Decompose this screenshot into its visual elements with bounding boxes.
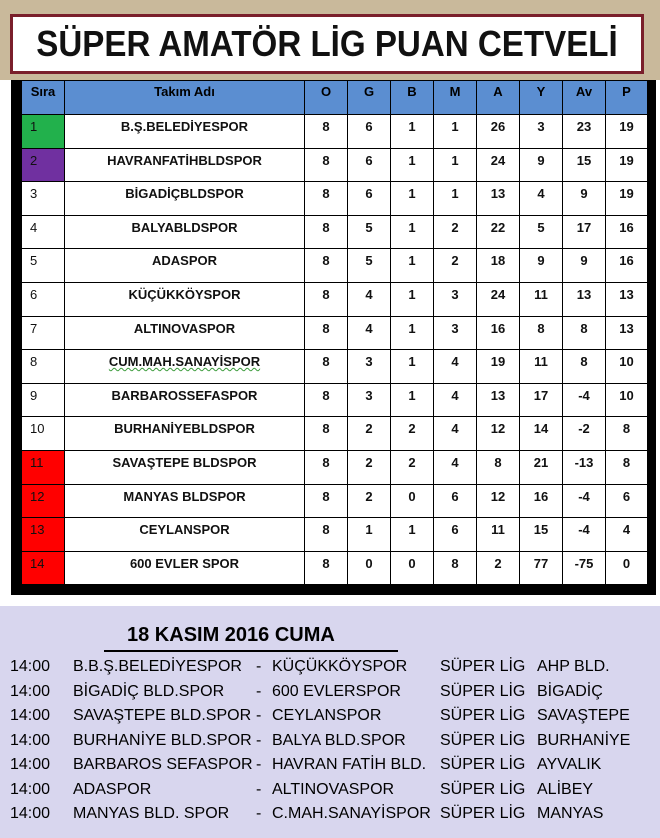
cell-played: 8 [305,148,348,182]
match-time: 14:00 [10,658,51,675]
cell-played: 8 [305,282,348,316]
cell-drawn: 0 [391,551,434,585]
cell-rank: 2 [22,148,65,182]
cell-goal-difference: 9 [563,249,606,283]
team-name: 600 EVLER SPOR [129,555,240,571]
match-away-team: ALTINOVASPOR [272,780,395,798]
cell-lost: 4 [434,417,477,451]
cell-drawn: 1 [391,316,434,350]
cell-team [65,450,305,484]
cell-rank: 6 [22,282,65,316]
table-row [22,316,648,350]
cell-goals-against: 11 [520,350,563,384]
team-name: MANYAS BLDSPOR [123,488,246,504]
table-row [22,182,648,216]
cell-goals-against: 11 [520,282,563,316]
cell-goal-difference: -2 [563,417,606,451]
fixture-row [10,756,650,780]
cell-goal-difference: 17 [563,215,606,249]
cell-goals-for: 16 [477,316,520,350]
match-venue: BİGADİÇ [537,682,603,700]
cell-team [65,518,305,552]
cell-goals-for: 22 [477,215,520,249]
header-points: P [606,81,648,115]
cell-goals-against: 17 [520,383,563,417]
cell-goal-difference: 8 [563,350,606,384]
match-away-team: CEYLANSPOR [272,707,382,724]
cell-goals-against: 4 [520,182,563,216]
cell-drawn: 1 [391,215,434,249]
match-venue: SAVAŞTEPE [537,707,630,724]
cell-goals-for: 8 [477,450,520,484]
team-name: KÜÇÜKKÖYSPOR [128,286,241,302]
cell-goals-for: 12 [477,484,520,518]
table-row [22,115,648,149]
cell-won: 6 [348,182,391,216]
header-goal-difference: Av [563,81,606,115]
cell-played: 8 [305,350,348,384]
match-league: SÜPER LİG [440,731,526,749]
match-away-team: KÜÇÜKKÖYSPOR [272,658,408,675]
cell-rank: 8 [22,350,65,384]
cell-points: 19 [606,148,648,182]
cell-points: 10 [606,383,648,417]
cell-team [65,383,305,417]
match-league: SÜPER LİG [440,780,526,798]
cell-drawn: 0 [391,484,434,518]
cell-won: 6 [348,148,391,182]
cell-played: 8 [305,316,348,350]
cell-team [65,215,305,249]
cell-goal-difference: -75 [563,551,606,585]
title-frame [10,14,644,74]
cell-played: 8 [305,215,348,249]
match-away-team: 600 EVLERSPOR [272,682,401,700]
cell-rank: 12 [22,484,65,518]
match-home-team: MANYAS BLD. SPOR [73,805,230,822]
fixtures-panel [0,606,660,838]
cell-lost: 6 [434,484,477,518]
cell-goals-for: 18 [477,249,520,283]
cell-goals-for: 2 [477,551,520,585]
team-name: BİGADİÇBLDSPOR [125,186,244,202]
cell-rank: 11 [22,450,65,484]
cell-played: 8 [305,450,348,484]
cell-points: 19 [606,182,648,216]
fixture-row [10,732,650,756]
cell-goal-difference: 23 [563,115,606,149]
cell-goals-for: 19 [477,350,520,384]
cell-lost: 4 [434,383,477,417]
team-name: CEYLANSPOR [139,522,230,538]
team-name: SAVAŞTEPE BLDSPOR [112,454,257,470]
cell-team [65,316,305,350]
table-row [22,450,648,484]
header-goals-against: Y [520,81,563,115]
team-name: CUM.MAH.SANAYİSPOR [108,354,261,370]
fixtures-date: 18 KASIM 2016 CUMA [127,624,335,646]
cell-won: 1 [348,518,391,552]
cell-goals-for: 24 [477,282,520,316]
cell-team [65,417,305,451]
cell-won: 6 [348,115,391,149]
cell-team [65,115,305,149]
cell-rank: 9 [22,383,65,417]
cell-goal-difference: -13 [563,450,606,484]
cell-rank: 4 [22,215,65,249]
cell-played: 8 [305,518,348,552]
cell-lost: 4 [434,450,477,484]
cell-rank: 10 [22,417,65,451]
table-row [22,383,648,417]
match-away-team: C.MAH.SANAYİSPOR [272,805,431,822]
cell-lost: 3 [434,282,477,316]
cell-goal-difference: 9 [563,182,606,216]
fixture-row [10,683,650,707]
cell-won: 4 [348,316,391,350]
cell-points: 8 [606,417,648,451]
match-league: SÜPER LİG [440,658,526,675]
match-time: 14:00 [10,707,51,724]
cell-goals-against: 77 [520,551,563,585]
cell-goal-difference: -4 [563,383,606,417]
match-separator: - [256,756,262,773]
cell-goals-for: 13 [477,182,520,216]
match-venue: MANYAS [537,805,604,822]
cell-goals-against: 21 [520,450,563,484]
cell-goals-against: 3 [520,115,563,149]
cell-played: 8 [305,182,348,216]
cell-goal-difference: 13 [563,282,606,316]
cell-won: 4 [348,282,391,316]
cell-drawn: 1 [391,115,434,149]
cell-drawn: 1 [391,350,434,384]
cell-rank: 14 [22,551,65,585]
match-separator: - [256,658,262,675]
cell-team [65,148,305,182]
cell-rank: 5 [22,249,65,283]
match-home-team: BİGADİÇ BLD.SPOR [73,682,225,700]
title-banner [0,0,660,80]
cell-points: 6 [606,484,648,518]
cell-lost: 8 [434,551,477,585]
cell-played: 8 [305,249,348,283]
cell-won: 2 [348,450,391,484]
cell-lost: 2 [434,215,477,249]
cell-points: 19 [606,115,648,149]
cell-points: 13 [606,282,648,316]
cell-lost: 3 [434,316,477,350]
cell-goals-against: 16 [520,484,563,518]
table-row [22,282,648,316]
team-name: ADASPOR [151,253,217,269]
cell-goals-against: 5 [520,215,563,249]
standings-panel [11,80,656,595]
match-league: SÜPER LİG [440,707,526,724]
cell-points: 10 [606,350,648,384]
cell-team [65,249,305,283]
team-name: BARBAROSSEFASPOR [111,387,258,403]
match-separator: - [256,682,262,700]
header-drawn: B [391,81,434,115]
standings-table [21,80,648,585]
cell-points: 4 [606,518,648,552]
cell-goals-for: 26 [477,115,520,149]
cell-won: 3 [348,350,391,384]
cell-drawn: 1 [391,383,434,417]
cell-goals-for: 24 [477,148,520,182]
match-venue: BURHANİYE [537,731,631,749]
cell-goal-difference: 15 [563,148,606,182]
cell-goals-against: 8 [520,316,563,350]
header-team: Takım Adı [65,81,305,115]
cell-points: 0 [606,551,648,585]
cell-drawn: 1 [391,182,434,216]
match-home-team: BURHANİYE BLD.SPOR [73,731,252,749]
cell-played: 8 [305,551,348,585]
match-time: 14:00 [10,756,51,773]
cell-points: 16 [606,215,648,249]
match-away-team: HAVRAN FATİH BLD. [272,756,427,773]
cell-rank: 7 [22,316,65,350]
match-time: 14:00 [10,731,51,749]
table-row [22,350,648,384]
table-row [22,249,648,283]
cell-team [65,551,305,585]
match-venue: AYVALIK [537,756,602,773]
cell-goals-against: 14 [520,417,563,451]
cell-points: 13 [606,316,648,350]
table-header-row [22,81,648,115]
team-name: BALYABLDSPOR [131,219,238,235]
cell-goals-for: 13 [477,383,520,417]
cell-lost: 6 [434,518,477,552]
match-venue: ALİBEY [537,780,594,798]
team-name: BURHANİYEBLDSPOR [114,421,255,437]
table-row [22,484,648,518]
cell-played: 8 [305,115,348,149]
cell-team [65,484,305,518]
cell-drawn: 2 [391,417,434,451]
match-time: 14:00 [10,805,51,822]
cell-goal-difference: -4 [563,518,606,552]
cell-won: 2 [348,417,391,451]
page-title: SÜPER AMATÖR LİG PUAN CETVELİ [36,23,618,64]
cell-drawn: 1 [391,249,434,283]
team-name: HAVRANFATİHBLDSPOR [107,152,262,168]
match-separator: - [256,707,262,724]
cell-goals-against: 9 [520,148,563,182]
fixtures-date-underline [104,650,398,652]
cell-drawn: 1 [391,518,434,552]
header-goals-for: A [477,81,520,115]
match-home-team: B.B.Ş.BELEDİYESPOR [73,658,242,675]
cell-drawn: 1 [391,148,434,182]
standings-body [22,115,648,585]
cell-rank: 3 [22,182,65,216]
team-name: B.Ş.BELEDİYESPOR [120,119,249,134]
cell-won: 0 [348,551,391,585]
fixture-row [10,658,650,682]
header-rank: Sıra [22,81,65,115]
table-row [22,148,648,182]
cell-lost: 1 [434,148,477,182]
cell-goal-difference: -4 [563,484,606,518]
cell-won: 5 [348,249,391,283]
header-played: O [305,81,348,115]
cell-team [65,182,305,216]
match-separator: - [256,805,262,822]
match-home-team: SAVAŞTEPE BLD.SPOR [73,707,252,724]
cell-team [65,350,305,384]
cell-goals-against: 15 [520,518,563,552]
match-league: SÜPER LİG [440,682,526,700]
table-row [22,417,648,451]
cell-drawn: 2 [391,450,434,484]
cell-rank: 13 [22,518,65,552]
cell-lost: 1 [434,115,477,149]
cell-drawn: 1 [391,282,434,316]
match-home-team: BARBAROS SEFASPOR [73,756,253,773]
cell-points: 16 [606,249,648,283]
match-time: 14:00 [10,780,51,798]
cell-played: 8 [305,484,348,518]
fixture-row [10,805,650,829]
cell-won: 2 [348,484,391,518]
cell-lost: 2 [434,249,477,283]
cell-goal-difference: 8 [563,316,606,350]
match-league: SÜPER LİG [440,805,526,822]
match-home-team: ADASPOR [73,780,152,798]
match-venue: AHP BLD. [537,658,610,675]
cell-lost: 4 [434,350,477,384]
table-row [22,551,648,585]
cell-points: 8 [606,450,648,484]
cell-lost: 1 [434,182,477,216]
cell-played: 8 [305,383,348,417]
match-separator: - [256,780,262,798]
cell-won: 3 [348,383,391,417]
table-row [22,518,648,552]
header-won: G [348,81,391,115]
match-away-team: BALYA BLD.SPOR [272,731,406,749]
header-lost: M [434,81,477,115]
cell-won: 5 [348,215,391,249]
match-separator: - [256,731,262,749]
cell-goals-for: 11 [477,518,520,552]
match-time: 14:00 [10,682,51,700]
cell-goals-against: 9 [520,249,563,283]
team-name: ALTINOVASPOR [133,320,236,336]
fixture-row [10,707,650,731]
cell-team [65,282,305,316]
cell-goals-for: 12 [477,417,520,451]
cell-played: 8 [305,417,348,451]
fixture-row [10,781,650,805]
cell-rank: 1 [22,115,65,149]
match-league: SÜPER LİG [440,756,526,773]
table-row [22,215,648,249]
